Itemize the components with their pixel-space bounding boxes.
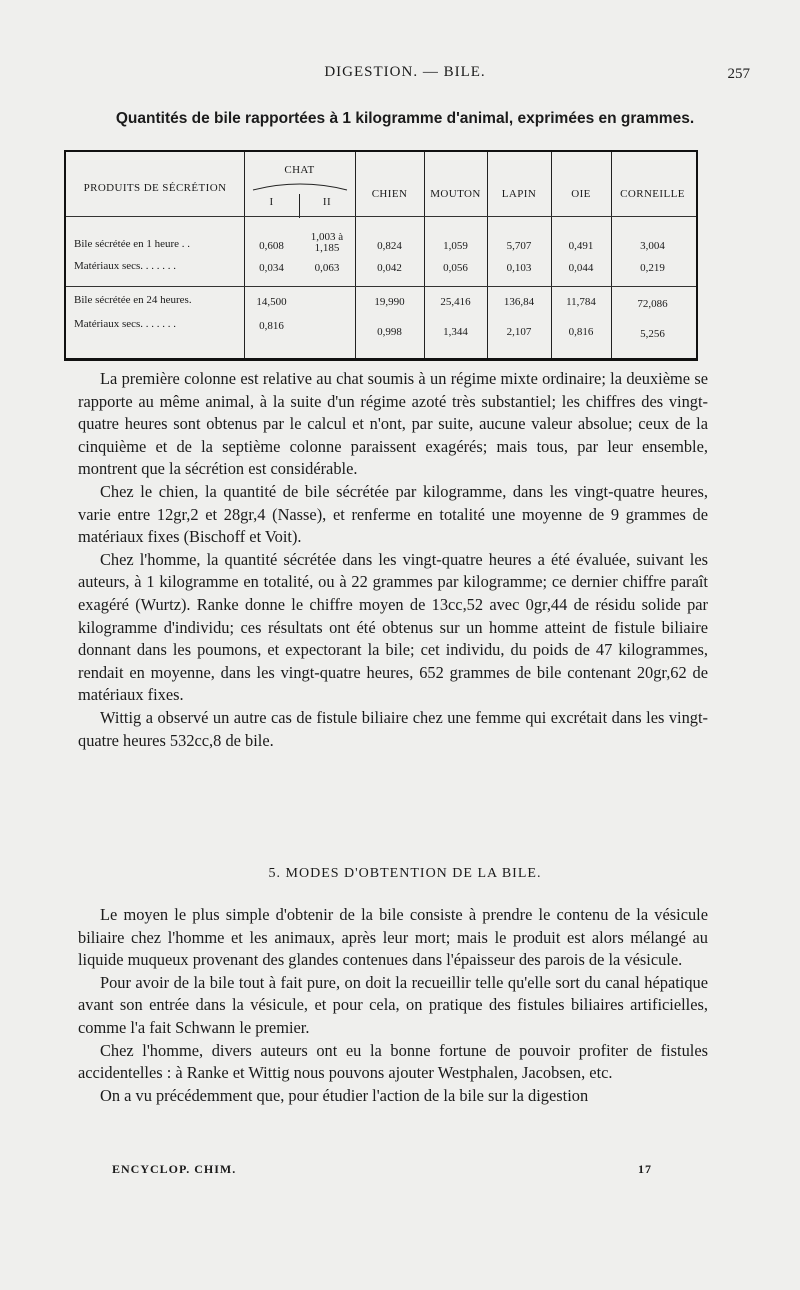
header-lapin: LAPIN xyxy=(501,188,537,200)
table-cell: 1,003 à 1,185 xyxy=(310,231,344,254)
running-head-title: DIGESTION. — BILE. xyxy=(324,64,486,80)
header-chien: CHIEN xyxy=(371,188,408,200)
header-produits: PRODUITS DE SÉCRÉTION xyxy=(83,182,227,194)
running-head xyxy=(60,64,750,84)
table-cell: 0,824 xyxy=(377,240,402,252)
paragraph: La première colonne est relative au chat soumis à un régime mixte ordinaire; la deuxième se rapporte au même animal, à la suite d'un régime azoté très substantiel; les chiffres des vingt-quatre heures sont obtenus par le calcul et n'ont, par suite, aucune valeur absolue; ceux de la cinquième et de la septième colonne paraissent exagérés; mais tous, par leur ensemble, montrent que la sécrétion est considérable. xyxy=(78,369,708,479)
footer-left: ENCYCLOP. CHIM. xyxy=(112,1162,237,1176)
table-cell: 11,784 xyxy=(566,296,596,308)
row-label: Matériaux secs. . . . . . . xyxy=(74,318,177,330)
table-cell: 0,998 xyxy=(377,326,402,338)
table-cell: 19,990 xyxy=(374,296,405,308)
row-label: Matériaux secs. . . . . . . xyxy=(74,260,177,272)
bile-table xyxy=(64,150,698,361)
table-cell: 1,344 xyxy=(443,326,468,338)
section-title: 5. MODES D'OBTENTION DE LA BILE. xyxy=(268,866,542,881)
row-label: Bile sécrétée en 24 heures. xyxy=(74,294,192,306)
table-cell: 0,219 xyxy=(640,262,665,274)
body-text-2 xyxy=(78,904,708,1107)
paragraph: Chez l'homme, la quantité sécrétée dans les vingt-quatre heures a été évaluée, suivant les auteurs, à 1 kilogramme en totalité, ou à 22 grammes par kilogramme; ce dernier chiffre paraît exagéré (Wurtz). Ranke donne le chiffre moyen de 13cc,52 avec 0gr,44 de résidu solide par kilogramme d'individu; ces résultats ont été obtenus sur un homme atteint de fistule biliaire donnant dans les poumons, et expectorant la bile; cet individu, du poids de 47 kilogrammes, rendait en moyenne, dans les vingt-quatre heures, 652 grammes de bile contenant 20gr,62 de matériaux fixes. xyxy=(78,549,708,705)
paragraph: Chez le chien, la quantité de bile sécrétée par kilogramme, dans les vingt-quatre heures, varie entre 12gr,2 et 28gr,4 (Nasse), et renferme en totalité une moyenne de 9 grammes de matériaux fixes (Bischoff et Voit). xyxy=(78,481,708,547)
table-cell: 0,491 xyxy=(568,240,594,252)
paragraph: On a vu précédemment que, pour étudier l'action de la bile sur la digestion xyxy=(100,1085,589,1105)
table-cell: 0,056 xyxy=(443,262,468,274)
paragraph: Le moyen le plus simple d'obtenir de la bile consiste à prendre le contenu de la vésicule biliaire chez l'homme et les animaux, après leur mort; mais le produit est alors mélangé au liquide muqueux provenant des glandes contenues dans l'épaisseur des parois de la vésicule. xyxy=(78,905,708,970)
table-cell: 0,042 xyxy=(377,262,402,274)
table-cell: 72,086 xyxy=(637,298,668,310)
footer-signature: 17 xyxy=(638,1162,652,1176)
table-cell: 1,059 xyxy=(443,240,468,252)
paragraph: Chez l'homme, divers auteurs ont eu la bonne fortune de pouvoir profiter de fistules accidentelles : à Ranke et Wittig nous pouvons ajouter Westphalen, Jacobsen, etc. xyxy=(78,1040,708,1083)
page-number: 257 xyxy=(727,66,750,82)
table-cell: 25,416 xyxy=(440,296,471,308)
table-cell: 0,034 xyxy=(259,262,284,274)
paragraph: Pour avoir de la bile tout à fait pure, on doit la recueillir telle qu'elle sort du canal hépatique avant son entrée dans la vésicule, et pour cela, on pratique des fistules biliaires artificielles, comme l'a fait Schwann le premier. xyxy=(78,972,708,1037)
header-chat-2: II xyxy=(322,196,332,208)
table-cell: 136,84 xyxy=(503,296,535,308)
header-chat: CHAT xyxy=(284,164,315,176)
table-cell: 14,500 xyxy=(256,296,287,308)
table-cell: 5,707 xyxy=(506,240,532,252)
table-cell: 0,103 xyxy=(506,262,532,274)
row-label: Bile sécrétée en 1 heure . . xyxy=(74,238,191,250)
header-oie: OIE xyxy=(571,188,591,200)
table-cell: 3,004 xyxy=(640,240,665,252)
table-cell: 0,816 xyxy=(259,320,284,332)
paragraph: Wittig a observé un autre cas de fistule biliaire chez une femme qui excrétait dans les vingt-quatre heures 532cc,8 de bile. xyxy=(78,707,708,750)
table-cell: 0,044 xyxy=(568,262,594,274)
chat-brace xyxy=(252,182,348,192)
table-cell: 0,608 xyxy=(259,240,284,252)
table-cell: 0,063 xyxy=(314,262,340,274)
table-caption: Quantités de bile rapportées à 1 kilogramme d'animal, exprimées en grammes. xyxy=(115,110,695,127)
body-text-1 xyxy=(78,368,708,752)
table-cell: 0,816 xyxy=(568,326,594,338)
table-cell: 5,256 xyxy=(640,328,665,340)
table-cell: 2,107 xyxy=(506,326,532,338)
header-mouton: MOUTON xyxy=(430,188,481,200)
header-chat-1: I xyxy=(269,196,274,208)
header-corneille: CORNEILLE xyxy=(620,188,685,200)
